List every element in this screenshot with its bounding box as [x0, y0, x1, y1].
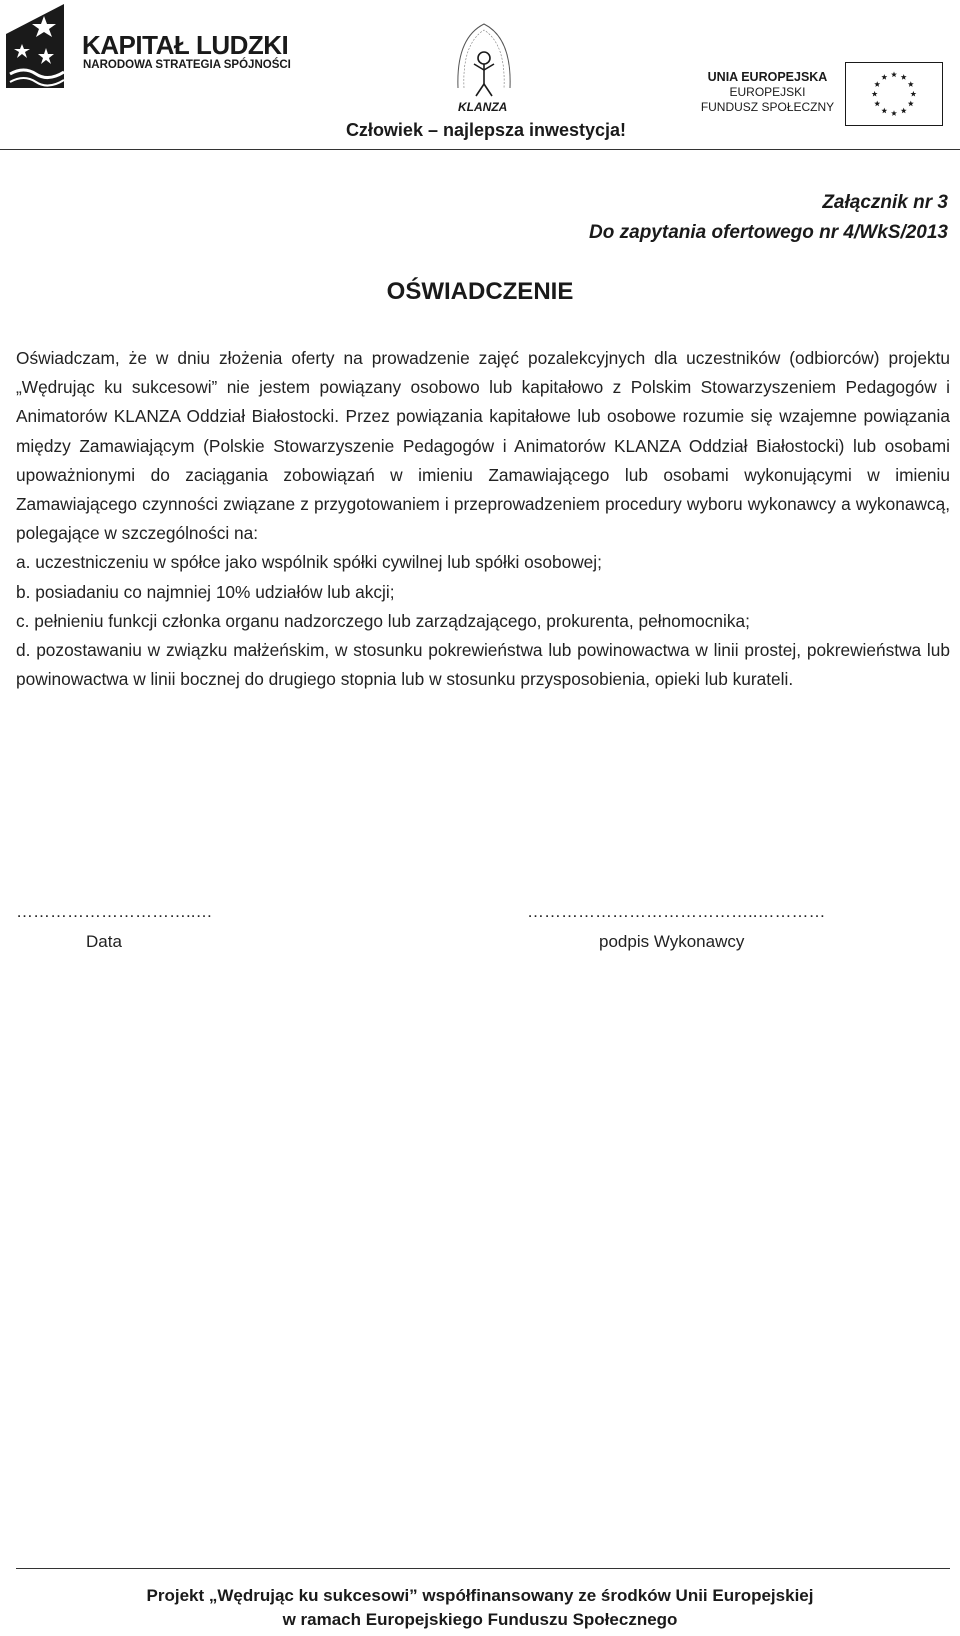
header-slogan: Człowiek – najlepsza inwestycja! [345, 120, 627, 140]
list-item: a. uczestniczeniu w spółce jako wspólnik spółki cywilnej lub spółki osobowej; [16, 552, 602, 573]
eu-star-icon [910, 91, 916, 97]
eu-star-icon [908, 81, 914, 87]
eu-star-icon [901, 74, 907, 80]
footer-line2: w ramach Europejskiego Funduszu Społecznego [282, 1610, 678, 1629]
eu-star-icon [901, 108, 907, 114]
klanza-wordmark: KLANZA [458, 100, 508, 114]
header-divider [0, 149, 960, 150]
kapital-ludzki-mark-icon [6, 4, 72, 88]
signature-label: podpis Wykonawcy [599, 932, 745, 951]
list-item: c. pełnieniu funkcji członka organu nadzorczego lub zarządzającego, prokurenta, pełnomocnika; [16, 610, 750, 631]
inquiry-reference: Do zapytania ofertowego nr 4/WkS/2013 [589, 222, 948, 243]
contractor-signature-field [527, 900, 825, 954]
page-header [0, 0, 960, 150]
attachment-number: Załącznik nr 3 [822, 192, 948, 213]
eu-label-line3: FUNDUSZ SPOŁECZNY [700, 100, 835, 114]
eu-label-line1: UNIA EUROPEJSKA [707, 70, 828, 84]
kapital-ludzki-logo [6, 4, 296, 88]
document-title: OŚWIADCZENIE [386, 278, 574, 305]
footer-divider [16, 1568, 950, 1569]
list-item: d. pozostawaniu w związku małżeńskim, w stosunku pokrewieństwa lub powinowactwa w linii prostej, pokrewieństwa lub powinowactwa w linii bocznej do drugiego stopnia lub w stosunku przysposobienia, opieki lub kurateli. [16, 640, 950, 690]
eu-star-icon [874, 101, 880, 107]
relation-list [16, 548, 950, 694]
eu-star-icon [881, 108, 887, 114]
date-dotted-line: …………………………..… [16, 902, 213, 921]
page-footer [0, 1584, 960, 1632]
eu-label [700, 70, 835, 115]
eu-label-line2: EUROPEJSKI [729, 85, 806, 99]
list-item: b. posiadaniu co najmniej 10% udziałów lub akcji; [16, 581, 395, 602]
eu-star-icon [908, 101, 914, 107]
kapital-ludzki-subtitle: NARODOWA STRATEGIA SPÓJNOŚCI [83, 59, 291, 71]
date-signature-field [16, 900, 212, 954]
eu-flag-icon [845, 62, 943, 126]
eu-star-icon [891, 110, 897, 116]
eu-star-icon [874, 81, 880, 87]
footer-line1: Projekt „Wędrując ku sukcesowi” współfinansowany ze środków Unii Europejskiej [146, 1586, 814, 1605]
eu-star-icon [872, 91, 878, 97]
declaration-paragraph: Oświadczam, że w dniu złożenia oferty na prowadzenie zajęć pozalekcyjnych dla uczestników (odbiorców) projektu „Wędrując ku sukcesowi” nie jestem powiązany osobowo lub kapitałowo z Polskim Stowarzyszeniem Pedagogów i Animatorów KLANZA Oddział Białostocki. Przez powiązania kapitałowe lub osobowe rozumie się wzajemne powiązania między Zamawiającym (Polskie Stowarzyszenie Pedagogów i Animatorów KLANZA Oddział Białostocki) lub osobami upoważnionymi do zaciągania zobowiązań w imieniu Zamawiającego lub osobami wykonującymi w imieniu Zamawiającego czynności związane z przygotowaniem i przeprowadzeniem procedury wyboru wykonawcy a wykonawcą, polegające w szczególności na: [16, 348, 950, 544]
date-label: Data [86, 932, 122, 951]
declaration-body [16, 344, 950, 694]
kapital-ludzki-title: KAPITAŁ LUDZKI [82, 30, 289, 60]
eu-star-icon [891, 72, 897, 78]
signature-dotted-line: …………………………………..………… [527, 902, 826, 921]
eu-star-icon [881, 74, 887, 80]
attachment-reference [589, 188, 948, 248]
